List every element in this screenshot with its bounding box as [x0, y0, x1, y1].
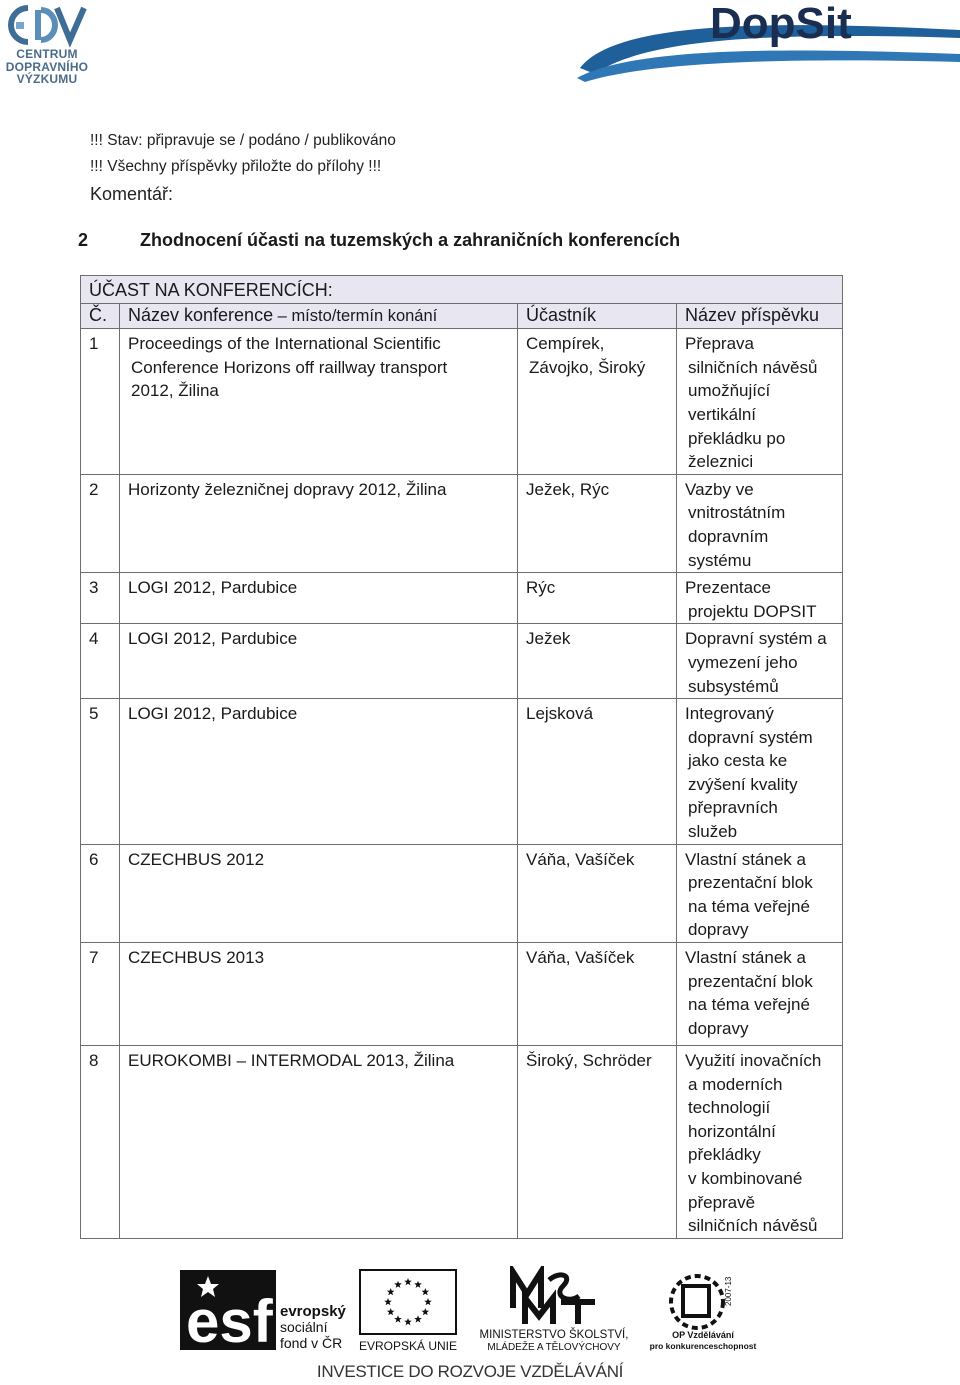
row-number: 3: [89, 578, 99, 598]
participant-names-line: Váňa, Vašíček: [526, 849, 635, 869]
participant-names-cell: [518, 844, 677, 942]
status-note: !!! Stav: připravuje se / podáno / publikováno: [90, 132, 396, 149]
participant-names: [518, 573, 676, 600]
table-body: [81, 329, 843, 1239]
header-participant-cell: [518, 303, 677, 329]
header-conference-cell: [120, 303, 518, 329]
paper-title-line: prezentační blok: [688, 971, 813, 991]
row-number: 1: [89, 334, 99, 354]
participant-names: [518, 329, 676, 379]
paper-title-cell: [677, 844, 843, 942]
conference-name-line: LOGI 2012, Pardubice: [128, 704, 298, 724]
op-logo: [647, 1266, 759, 1354]
row-number: 8: [89, 1051, 99, 1071]
row-number: 2: [89, 479, 99, 499]
header-num-cell: [81, 303, 120, 329]
row-number: 7: [89, 948, 99, 968]
msmt-line2: MLÁDEŽE A TĚLOVÝCHOVY: [487, 1342, 621, 1353]
paper-title-line: umožňující: [688, 381, 771, 401]
paper-title-line: vymezení jeho: [688, 652, 798, 672]
paper-title-line: systému: [688, 550, 752, 570]
conference-name-line: EUROKOMBI – INTERMODAL 2013, Žilina: [128, 1051, 455, 1071]
header-participant: Účastník: [526, 304, 597, 325]
paper-title-line: jako cesta ke: [688, 751, 788, 771]
participant-names: [518, 845, 676, 872]
paper-title-line: zvýšení kvality: [688, 774, 798, 794]
participant-names-cell: [518, 1046, 677, 1239]
row-number-cell: [81, 474, 120, 572]
row-number-cell: [81, 624, 120, 699]
participant-names-line: Váňa, Vašíček: [526, 948, 635, 968]
conference-name-cell: [120, 329, 518, 475]
msmt-logo-mark: [465, 1266, 643, 1354]
op-line2: pro konkurenceschopnost: [649, 1341, 757, 1351]
paper-title-line: silničních návěsů: [688, 1216, 818, 1236]
row-number: 4: [89, 629, 99, 649]
conference-name: [120, 1046, 517, 1073]
paper-title-cell: [677, 943, 843, 1046]
op-years: 2007-13: [724, 1276, 733, 1306]
header-conference-rest: – místo/termín konání: [273, 306, 438, 325]
attachments-note: !!! Všechny příspěvky přiložte do přílohy !!!: [90, 158, 382, 175]
paper-title-line: přepravě: [688, 1192, 756, 1212]
conference-name: [120, 573, 517, 600]
op-logo-mark: [647, 1266, 759, 1354]
header-paper: Název příspěvku: [685, 304, 820, 325]
participant-names: [518, 475, 676, 502]
paper-title-line: Dopravní systém a: [685, 629, 827, 649]
dopsit-logo: [575, 2, 960, 82]
conference-name-line: LOGI 2012, Pardubice: [128, 578, 298, 598]
table-header-row: [81, 303, 843, 329]
paper-title-line: projektu DOPSIT: [688, 601, 817, 621]
conference-name-cell: [120, 943, 518, 1046]
paper-title-line: prezentační blok: [688, 873, 813, 893]
cdv-line: CENTRUM: [16, 47, 78, 61]
participant-names: [518, 1046, 676, 1073]
section-title: Zhodnocení účasti na tuzemských a zahraničních konferencích: [140, 230, 681, 250]
participant-names-line: Široký, Schröder: [526, 1051, 652, 1071]
conference-name: [120, 845, 517, 872]
eu-label: EVROPSKÁ UNIE: [358, 1339, 458, 1353]
paper-title: [677, 475, 842, 572]
paper-title-line: technologií: [688, 1098, 771, 1118]
paper-title-line: dopravním: [688, 526, 769, 546]
paper-title-line: Využití inovačních: [685, 1051, 822, 1071]
paper-title-line: horizontální: [688, 1121, 776, 1141]
cdv-line: VÝZKUMU: [16, 72, 78, 86]
row-number-cell: [81, 699, 120, 845]
participant-names-line: Ježek, Rýc: [526, 479, 610, 499]
conference-name-cell: [120, 573, 518, 624]
table-row: [81, 699, 843, 845]
participant-names-line: Cempírek,: [526, 334, 605, 354]
dopsit-logo-mark: [575, 2, 960, 82]
row-number: 6: [89, 849, 99, 869]
esf-logo-mark: [178, 1266, 353, 1354]
msmt-line1: MINISTERSTVO ŠKOLSTVÍ,: [479, 1329, 629, 1341]
esf-line1: evropský: [280, 1303, 346, 1320]
paper-title-line: Vlastní stánek a: [685, 849, 806, 869]
table-caption-row: [81, 276, 843, 304]
paper-title-line: vnitrostátním: [688, 503, 786, 523]
comment-label: Komentář:: [90, 184, 174, 204]
participant-names-line: Závojko, Široký: [529, 357, 646, 377]
conference-name-cell: [120, 844, 518, 942]
conference-name-line: Conference Horizons off raillway transport: [131, 357, 448, 377]
paper-title-cell: [677, 329, 843, 475]
participant-names: [518, 699, 676, 726]
row-number-cell: [81, 943, 120, 1046]
participant-names-line: Ježek: [526, 629, 571, 649]
cdv-logo-text: [2, 48, 92, 86]
cdv-logo-mark: [2, 2, 92, 50]
paper-title-line: silničních návěsů: [688, 357, 818, 377]
participant-names-cell: [518, 699, 677, 845]
table-row: [81, 943, 843, 1046]
conference-name-cell: [120, 624, 518, 699]
conference-name-line: Proceedings of the International Scientific: [128, 334, 441, 354]
participant-names-cell: [518, 943, 677, 1046]
participant-names-line: Rýc: [526, 578, 556, 598]
row-number-cell: [81, 329, 120, 475]
conference-name-line: CZECHBUS 2013: [128, 948, 265, 968]
conference-name: [120, 943, 517, 970]
participant-names: [518, 943, 676, 970]
paper-title: [677, 845, 842, 942]
paper-title-line: Vlastní stánek a: [685, 948, 806, 968]
conference-name-cell: [120, 474, 518, 572]
paper-title-line: na téma veřejné: [688, 995, 810, 1015]
table-row: [81, 474, 843, 572]
paper-title-line: vertikální: [688, 404, 757, 424]
conference-table: [80, 275, 843, 1239]
cdv-line: DOPRAVNÍHO: [5, 59, 89, 74]
paper-title-cell: [677, 1046, 843, 1239]
paper-title-line: subsystémů: [688, 676, 779, 696]
paper-title-line: dopravy: [688, 920, 749, 940]
table-row: [81, 624, 843, 699]
row-number-cell: [81, 844, 120, 942]
paper-title: [677, 573, 842, 623]
esf-line3: fond v ČR: [280, 1335, 343, 1351]
conference-name: [120, 624, 517, 651]
table-row: [81, 844, 843, 942]
op-line1: OP Vzdělávání: [672, 1330, 734, 1340]
eu-logo: [358, 1268, 460, 1354]
conference-name: [120, 475, 517, 502]
paper-title-line: železnici: [688, 452, 754, 472]
dopsit-wordmark: DopSit: [710, 2, 852, 48]
conference-name-line: CZECHBUS 2012: [128, 849, 265, 869]
participant-names-cell: [518, 624, 677, 699]
conference-name-line: 2012, Žilina: [131, 381, 219, 401]
participant-names-cell: [518, 573, 677, 624]
paper-title-line: Přeprava: [685, 334, 754, 354]
row-number-cell: [81, 573, 120, 624]
table-row: [81, 573, 843, 624]
conference-name-line: Horizonty železničnej dopravy 2012, Žilina: [128, 479, 447, 499]
participant-names-line: Lejsková: [526, 704, 594, 724]
msmt-logo: [465, 1266, 643, 1354]
header-paper-cell: [677, 303, 843, 329]
paper-title-line: překládku po: [688, 428, 786, 448]
paper-title-line: Prezentace: [685, 578, 771, 598]
paper-title-line: přepravních: [688, 798, 778, 818]
conference-name-cell: [120, 1046, 518, 1239]
participant-names-cell: [518, 329, 677, 475]
paper-title-cell: [677, 573, 843, 624]
paper-title-line: dopravy: [688, 1018, 749, 1038]
esf-mark-text: esf: [186, 1288, 273, 1354]
section-number: 2: [78, 230, 89, 250]
investice-tagline: INVESTICE DO ROZVOJE VZDĚLÁVÁNÍ: [316, 1362, 624, 1381]
paper-title-line: v kombinované: [688, 1169, 803, 1188]
header-conference-main: Název konference: [128, 304, 274, 325]
conference-name: [120, 699, 517, 726]
paper-title-line: Vazby ve: [685, 479, 754, 499]
paper-title-line: a moderních: [688, 1074, 783, 1094]
row-number-cell: [81, 1046, 120, 1239]
participant-names: [518, 624, 676, 651]
paper-title-cell: [677, 699, 843, 845]
table-caption: ÚČAST NA KONFERENCÍCH:: [89, 280, 333, 300]
esf-line2: sociální: [280, 1319, 328, 1335]
paper-title-line: Integrovaný: [685, 704, 774, 724]
paper-title: [677, 1046, 842, 1238]
paper-title-line: dopravní systém: [688, 727, 813, 747]
paper-title: [677, 699, 842, 844]
row-number: 5: [89, 704, 99, 724]
paper-title-line: na téma veřejné: [688, 896, 810, 916]
paper-title-line: překládky: [688, 1145, 761, 1165]
table-caption-cell: [81, 276, 843, 304]
paper-title: [677, 943, 842, 1040]
header-num: Č.: [89, 304, 107, 325]
conference-name-cell: [120, 699, 518, 845]
cdv-logo: [2, 2, 92, 88]
esf-logo: [178, 1266, 353, 1354]
eu-logo-mark: [358, 1268, 460, 1354]
conference-name-line: LOGI 2012, Pardubice: [128, 629, 298, 649]
paper-title: [677, 329, 842, 474]
paper-title: [677, 624, 842, 698]
table-row: [81, 1046, 843, 1239]
paper-title-line: služeb: [688, 822, 738, 842]
participant-names-cell: [518, 474, 677, 572]
paper-title-cell: [677, 474, 843, 572]
table-row: [81, 329, 843, 475]
conference-name: [120, 329, 517, 403]
paper-title-cell: [677, 624, 843, 699]
